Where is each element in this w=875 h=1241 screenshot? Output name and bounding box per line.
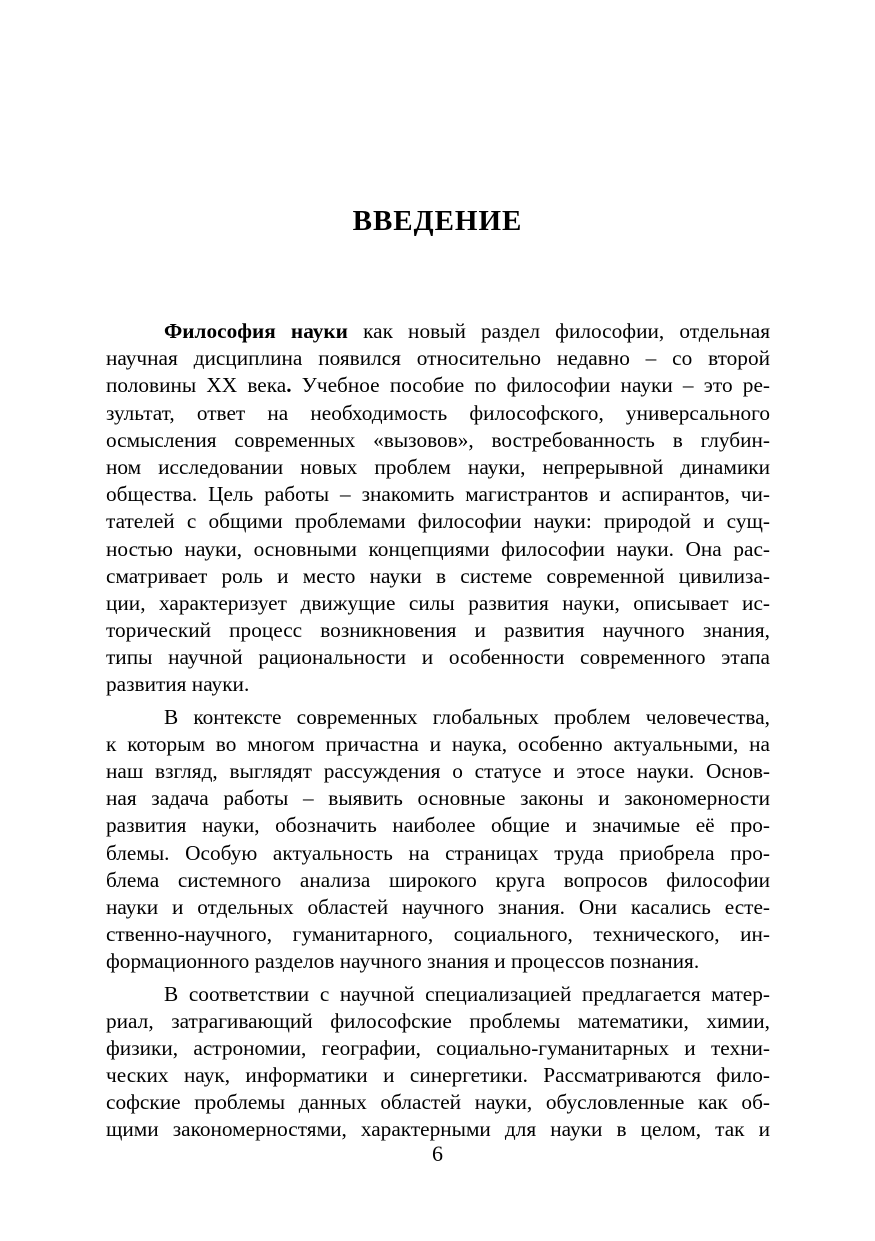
- text-line: ном исследовании новых проблем науки, непрерывной динамики: [106, 454, 770, 479]
- text-line: наш взгляд, выглядят рассуждения о статусе и этосе науки. Основ-: [106, 759, 770, 783]
- text-line: физики, астрономии, географии, социально-гуманитарных и техни-: [106, 1035, 770, 1060]
- text-line: зультат, ответ на необходимость философского, универсального: [106, 400, 770, 425]
- text-line: науки и отдельных областей научного знания. Они касались есте-: [106, 894, 770, 919]
- text-line: формационного разделов научного знания и процессов познания.: [106, 949, 700, 974]
- text-line: торический процесс возникновения и развития научного знания,: [106, 618, 770, 643]
- page-number: 6: [432, 1141, 443, 1166]
- text-line: тателей с общими проблемами философии науки: природой и сущ-: [106, 509, 770, 534]
- bold-term: Философия науки: [164, 319, 348, 343]
- text-line: развития науки, обозначить наиболее общие и значимые её про-: [106, 813, 770, 838]
- text-line: осмысления современных «вызовов», востребованность в глубин-: [106, 427, 770, 452]
- text-line: ственно-научного, гуманитарного, социального, технического, ин-: [106, 922, 770, 947]
- text-line: к которым во многом причастна и наука, особенно актуальными, на: [106, 731, 770, 756]
- paragraph-1: [106, 318, 770, 699]
- paragraph-2: [106, 704, 770, 976]
- text-line: типы научной рациональности и особенности современного этапа: [106, 645, 770, 670]
- text-line: софские проблемы данных областей науки, обусловленные как об-: [106, 1090, 770, 1115]
- text-line: Философия науки как новый раздел философии, отдельная: [164, 319, 770, 343]
- text-line: блемы. Особую актуальность на страницах труда приобрела про-: [106, 840, 770, 865]
- body-text: [106, 318, 770, 1144]
- text-line: В контексте современных глобальных проблем человечества,: [164, 704, 770, 729]
- text-line: сматривает роль и место науки в системе современной цивилиза-: [106, 563, 770, 588]
- text-line: ностью науки, основными концепциями философии науки. Она рас-: [106, 536, 770, 561]
- chapter-title: ВВЕДЕНИЕ: [352, 205, 523, 237]
- text-line: научная дисциплина появился относительно недавно – со второй: [106, 346, 770, 371]
- text-line: ции, характеризует движущие силы развития науки, описывает ис-: [106, 590, 770, 615]
- text-line: щими закономерностями, характерными для науки в целом, так и: [106, 1117, 770, 1142]
- text-line: ная задача работы – выявить основные законы и закономерности: [106, 786, 770, 811]
- text-line: развития науки.: [106, 672, 250, 697]
- text-line: общества. Цель работы – знакомить магистрантов и аспирантов, чи-: [106, 482, 770, 507]
- text-line: половины XX века. Учебное пособие по философии науки – это ре-: [106, 373, 771, 398]
- text-line: ческих наук, информатики и синергетики. Рассматриваются фило-: [106, 1063, 770, 1088]
- paragraph-3: [106, 981, 770, 1144]
- text-line: В соответствии с научной специализацией предлагается матер-: [164, 981, 770, 1006]
- text-line: блема системного анализа широкого круга вопросов философии: [106, 867, 770, 892]
- text-line: риал, затрагивающий философские проблемы математики, химии,: [106, 1008, 770, 1033]
